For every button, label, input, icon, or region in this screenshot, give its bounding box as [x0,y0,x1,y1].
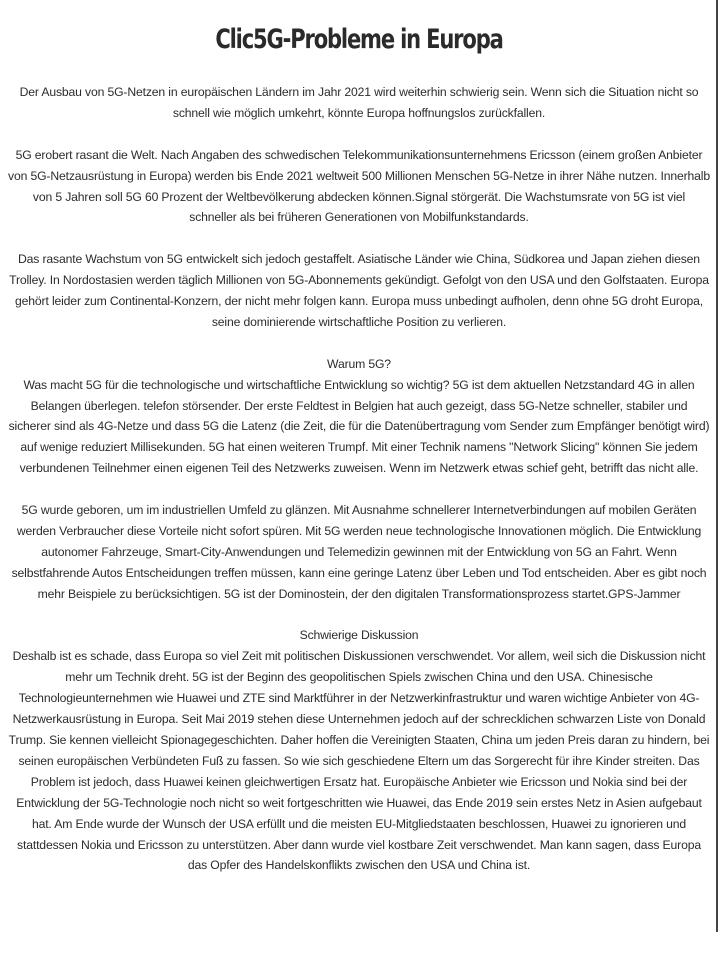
paragraph-why-5g: Was macht 5G für die technologische und wirtschaftliche Entwicklung so wichtig? 5G ist dem aktuellen Netzstandard 4G in allen Belangen überlegen. telefon störsender. Der erste Feldtest in Belgien hat auch gezeigt, dass 5G-Netze schneller, stabiler und sicherer sind als 4G-Netze und dass 5G die Latenz (die Zeit, die für die Datenübertragung vom Sender zum Empfänger benötigt wird) auf wenige reduziert Millisekunden. 5G hat einen weiteren Trumpf. Mit einer Technik namens "Network Slicing" können Sie jedem verbundenen Teilnehmer einen eigenen Teil des Netzwerks zuweisen. Wenn im Netzwerk etwas schief geht, betrifft das nicht alle. [8,377,710,476]
article-title: Clic5G-Probleme in Europa [215,24,503,55]
paragraph-industry: 5G wurde geboren, um im industriellen Umfeld zu glänzen. Mit Ausnahme schnellerer Internetverbindungen auf mobilen Geräten werden Verbraucher diese Vorteile nicht sofort spüren. Mit 5G werden neue technologische Innovationen möglich. Die Entwicklung autonomer Fahrzeuge, Smart-City-Anwendungen und Telemedizin gewinnen mit der Entwicklung von 5G an Fahrt. Wenn selbstfahrende Autos Entscheidungen treffen müssen, kann eine geringe Latenz über Leben und Tod entscheiden. Aber es gibt noch mehr Beispiele zu berücksichtigen. 5G ist der Dominostein, der den digitalen Transformationsprozess startet.GPS-Jammer [11,503,707,601]
article-body [8,82,710,876]
paragraph-regions: Das rasante Wachstum von 5G entwickelt sich jedoch gestaffelt. Asiatische Länder wie China, Südkorea und Japan ziehen diesen Trolley. In Nordostasien werden täglich Millionen von 5G-Abonnements gekündigt. Gefolgt von den USA und den Golfstaaten. Europa gehört leider zum Continental-Konzern, der nicht mehr folgen kann. Europa muss unbedingt aufholen, denn ohne 5G droht Europa, seine dominierende wirtschaftliche Position zu verlieren. [9,252,709,329]
paragraph-discussion: Deshalb ist es schade, dass Europa so viel Zeit mit politischen Diskussionen verschwendet. Vor allem, weil sich die Diskussion nicht mehr um Technik dreht. 5G ist der Beginn des geopolitischen Spiels zwischen China und den USA. Chinesische Technologieunternehmen wie Huawei und ZTE sind Marktführer in der Netzwerkinfrastruktur und waren wichtige Anbieter von 4G-Netzwerkausrüstung in Europa. Seit Mai 2019 stehen diese Unternehmen jedoch auf der schrecklichen schwarzen Liste von Donald Trump. Sie kennen vielleicht Spionagegeschichten. Daher hoffen die Vereinigten Staaten, China um jeden Preis daran zu hindern, bei seinen europäischen Verbündeten Fuß zu fassen. So wie sich geschiedene Eltern um das Sorgerecht für ihre Kinder streiten. Das Problem ist jedoch, dass Huawei keinen gleichwertigen Ersatz hat. Europäische Anbieter wie Ericsson und Nokia sind bei der Entwicklung der 5G-Technologie noch nicht so weit fortgeschritten wie Huawei, das Ende 2019 sein erstes Netz in Asien aufgebaut hat. Am Ende wurde der Wunsch der USA erfüllt und die meisten EU-Mitgliedstaaten beschlossen, Huawei zu ignorieren und stattdessen Nokia und Ericsson zu unterstützen. Aber dann wurde viel kostbare Zeit verschwendet. Man kann sagen, dass Europa das Opfer des Handelskonflikts zwischen den USA und China ist. [8,649,710,873]
section-heading-why-5g: Warum 5G? [327,356,391,371]
paragraph-growth: 5G erobert rasant die Welt. Nach Angaben des schwedischen Telekommunikationsunternehmens Ericsson (einem großen Anbieter von 5G-Netzausrüstung in Europa) werden bis Ende 2021 weltweit 500 Millionen Menschen 5G-Netze in ihrer Nähe nutzen. Innerhalb von 5 Jahren soll 5G 60 Prozent der Weltbevölkerung abdecken können.Signal störgerät. Die Wachstumsrate von 5G ist viel schneller als bei früheren Generationen von Mobilfunkstandards. [8,147,710,225]
section-heading-discussion: Schwierige Diskussion [299,628,419,643]
right-border-rule [716,0,718,932]
intro-paragraph: Der Ausbau von 5G-Netzen in europäischen Ländern im Jahr 2021 wird weiterhin schwierig sein. Wenn sich die Situation nicht so schnell wie möglich umkehrt, könnte Europa hoffnungslos zurückfallen. [19,85,699,120]
